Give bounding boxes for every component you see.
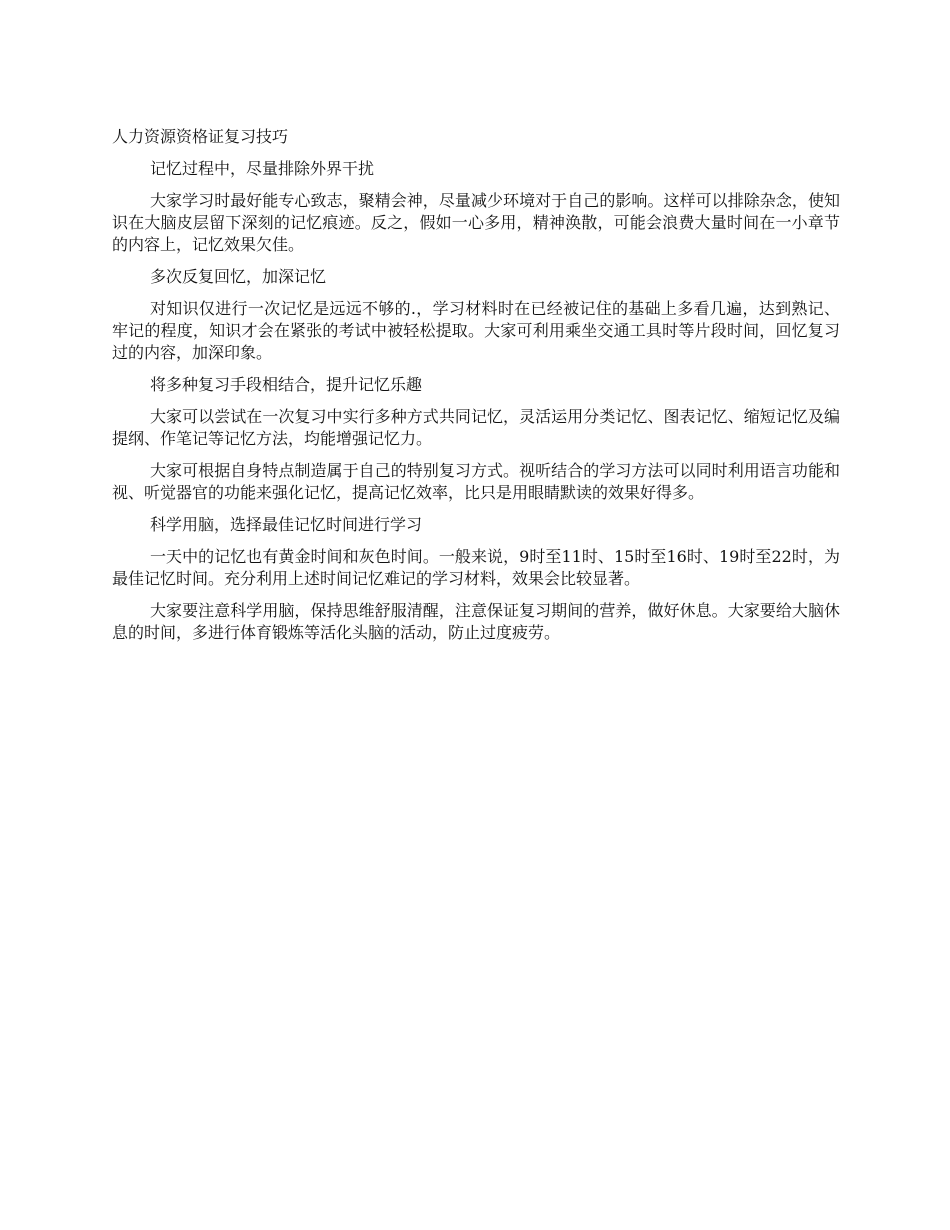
- paragraph-personal-method: 大家可根据自身特点制造属于自己的特别复习方式。视听结合的学习方法可以同时利用语言功能和视、听觉器官的功能来强化记忆，提高记忆效率，比只是用眼睛默读的效果好得多。: [112, 461, 840, 502]
- section-heading-methods: 将多种复习手段相结合，提升记忆乐趣: [150, 375, 423, 394]
- document-title: 人力资源资格证复习技巧: [112, 127, 289, 146]
- section-heading-timing: 科学用脑，选择最佳记忆时间进行学习: [150, 515, 423, 534]
- paragraph-methods: 大家可以尝试在一次复习中实行多种方式共同记忆，灵活运用分类记忆、图表记忆、缩短记忆及编提纲、作笔记等记忆方法，均能增强记忆力。: [112, 407, 840, 448]
- paragraph-focus: 大家学习时最好能专心致志，聚精会神，尽量减少环境对于自己的影响。这样可以排除杂念，使知识在大脑皮层留下深刻的记忆痕迹。反之，假如一心多用，精神涣散，可能会浪费大量时间在一小章节的内容上，记忆效果欠佳。: [112, 191, 840, 254]
- document-page: [112, 126, 840, 654]
- paragraph-timing: 一天中的记忆也有黄金时间和灰色时间。一般来说，9时至11时、15时至16时、19时至22时，为最佳记忆时间。充分利用上述时间记忆难记的学习材料，效果会比较显著。: [112, 547, 840, 588]
- section-heading-repetition: 多次反复回忆，加深记忆: [150, 267, 327, 286]
- paragraph-repetition: 对知识仅进行一次记忆是远远不够的.，学习材料时在已经被记住的基础上多看几遍，达到熟记、牢记的程度，知识才会在紧张的考试中被轻松提取。大家可利用乘坐交通工具时等片段时间，回忆复习过的内容，加深印象。: [112, 299, 840, 362]
- section-heading-distraction: 记忆过程中，尽量排除外界干扰: [150, 159, 375, 178]
- paragraph-rest: 大家要注意科学用脑，保持思维舒服清醒，注意保证复习期间的营养，做好休息。大家要给大脑休息的时间，多进行体育锻炼等活化头脑的活动，防止过度疲劳。: [112, 601, 840, 642]
